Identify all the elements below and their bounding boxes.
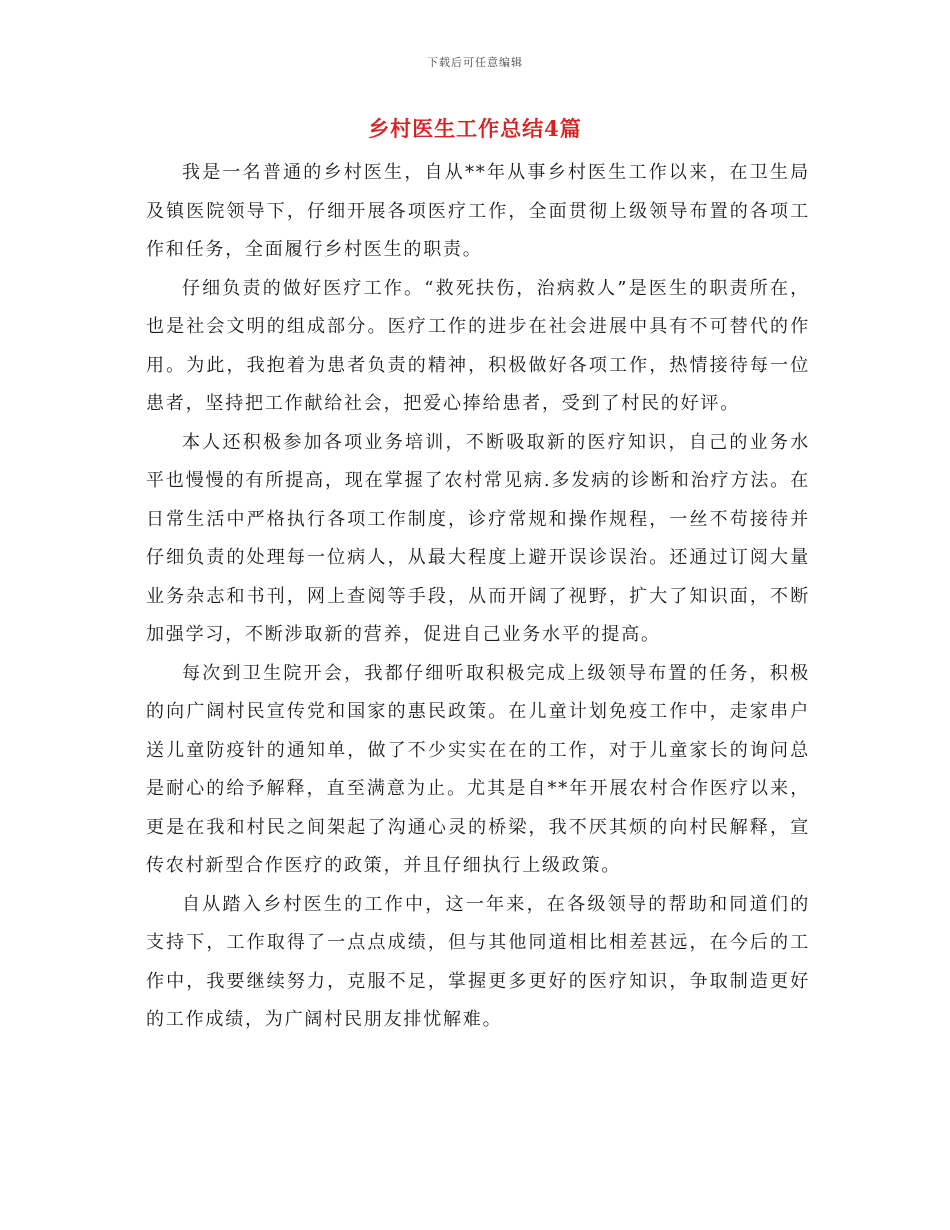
paragraph-1: 我是一名普通的乡村医生，自从**年从事乡村医生工作以来，在卫生局及镇医院领导下，仔细开展各项医疗工作，全面贯彻上级领导布置的各项工作和任务，全面履行乡村医生的职责。	[146, 162, 810, 260]
paragraph-4: 每次到卫生院开会，我都仔细听取积极完成上级领导布置的任务，积极的向广阔村民宣传党和国家的惠民政策。在儿童计划免疫工作中，走家串户送儿童防疫针的通知单，做了不少实实在在的工作，对于儿童家长的询问总是耐心的给予解释，直至满意为止。尤其是自**年开展农村合作医疗以来，更是在我和村民之间架起了沟通心灵的桥梁，我不厌其烦的向村民解释，宣传农村新型合作医疗的政策，并且仔细执行上级政策。	[146, 662, 810, 876]
document-body	[146, 154, 810, 1040]
header-note: 下载后可任意编辑	[427, 56, 523, 69]
paragraph-3: 本人还积极参加各项业务培训，不断吸取新的医疗知识，自己的业务水平也慢慢的有所提高，现在掌握了农村常见病.多发病的诊断和治疗方法。在日常生活中严格执行各项工作制度，诊疗常规和操作规程，一丝不苟接待并仔细负责的处理每一位病人，从最大程度上避开误诊误治。还通过订阅大量业务杂志和书刊，网上查阅等手段，从而开阔了视野，扩大了知识面，不断加强学习，不断涉取新的营养，促进自己业务水平的提高。	[146, 431, 810, 645]
paragraph-2: 仔细负责的做好医疗工作。“救死扶伤，治病救人”是医生的职责所在，也是社会文明的组成部分。医疗工作的进步在社会进展中具有不可替代的作用。为此，我抱着为患者负责的精神，积极做好各项工作，热情接待每一位患者，坚持把工作献给社会，把爱心捧给患者，受到了村民的好评。	[146, 277, 810, 414]
document-title: 乡村医生工作总结4篇	[368, 116, 582, 141]
paragraph-5: 自从踏入乡村医生的工作中，这一年来，在各级领导的帮助和同道们的支持下，工作取得了一点点成绩，但与其他同道相比相差甚远，在今后的工作中，我要继续努力，克服不足，掌握更多更好的医疗知识，争取制造更好的工作成绩，为广阔村民朋友排忧解难。	[146, 893, 810, 1030]
